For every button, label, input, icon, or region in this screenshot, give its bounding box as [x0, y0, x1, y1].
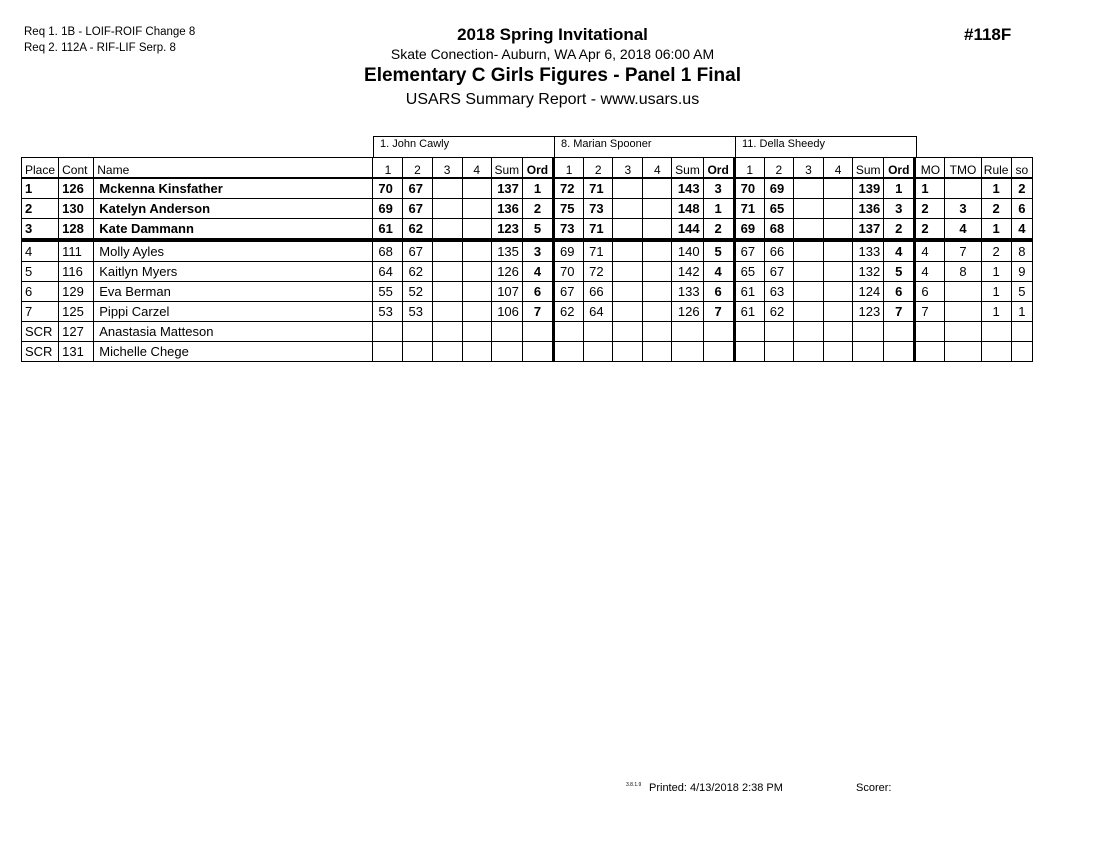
score-cell — [643, 302, 672, 322]
score-cell — [462, 199, 491, 219]
venue-line: Skate Conection- Auburn, WA Apr 6, 2018 06:00 AM — [390, 46, 715, 62]
sum-cell: 107 — [491, 282, 522, 302]
score-cell — [643, 199, 672, 219]
score-cell — [824, 282, 853, 302]
score-cell: 68 — [373, 240, 403, 262]
sum-cell: 144 — [672, 219, 703, 241]
scorer-label: Scorer: — [856, 782, 892, 794]
sum-cell: 126 — [672, 302, 703, 322]
so-cell: 8 — [1011, 240, 1032, 262]
rule-cell: 1 — [981, 262, 1011, 282]
mo-cell: 4 — [915, 262, 945, 282]
table-row — [22, 302, 1033, 322]
score-cell: 65 — [734, 262, 764, 282]
col-so: so — [1011, 158, 1032, 179]
score-cell — [432, 342, 462, 362]
sum-cell — [853, 322, 884, 342]
score-cell — [793, 282, 823, 302]
sum-cell: 137 — [491, 178, 522, 199]
printed-date: Printed: 4/13/2018 2:38 PM — [649, 782, 783, 794]
score-cell — [734, 322, 764, 342]
col-judge-score: 2 — [584, 158, 613, 179]
col-mo: MO — [915, 158, 945, 179]
score-cell — [793, 240, 823, 262]
ordinal-cell: 7 — [522, 302, 553, 322]
col-judge-score: 4 — [824, 158, 853, 179]
score-cell: 73 — [554, 219, 584, 241]
place-cell: SCR — [22, 342, 59, 362]
so-cell: 4 — [1011, 219, 1032, 241]
ordinal-cell: 7 — [703, 302, 734, 322]
score-cell: 61 — [734, 302, 764, 322]
sum-cell: 106 — [491, 302, 522, 322]
score-cell — [613, 302, 643, 322]
score-cell — [462, 342, 491, 362]
score-cell: 53 — [373, 302, 403, 322]
col-judge-score: Ord — [522, 158, 553, 179]
ordinal-cell: 1 — [703, 199, 734, 219]
judge-name: 1. John Cawly — [374, 137, 555, 158]
score-cell — [432, 322, 462, 342]
score-cell: 67 — [554, 282, 584, 302]
sum-cell — [491, 342, 522, 362]
score-cell — [793, 262, 823, 282]
cont-cell: 131 — [59, 342, 94, 362]
place-cell: 5 — [22, 262, 59, 282]
sum-cell: 124 — [853, 282, 884, 302]
so-cell — [1011, 342, 1032, 362]
rule-cell: 2 — [981, 240, 1011, 262]
tmo-cell: 3 — [945, 199, 981, 219]
requirement-1: Req 1. 1B - LOIF-ROIF Change 8 — [24, 26, 196, 38]
tmo-cell: 4 — [945, 219, 981, 241]
score-cell — [764, 342, 793, 362]
score-cell — [734, 342, 764, 362]
judge-name: 11. Della Sheedy — [736, 137, 917, 158]
name-cell: Eva Berman — [94, 282, 373, 302]
score-cell — [764, 322, 793, 342]
score-cell: 71 — [584, 240, 613, 262]
score-cell — [824, 219, 853, 241]
cont-cell: 129 — [59, 282, 94, 302]
score-cell: 52 — [403, 282, 432, 302]
ordinal-cell: 4 — [884, 240, 915, 262]
ordinal-cell — [522, 342, 553, 362]
score-cell: 67 — [734, 240, 764, 262]
score-cell — [643, 342, 672, 362]
ordinal-cell — [884, 322, 915, 342]
score-cell: 67 — [403, 199, 432, 219]
col-name: Name — [94, 158, 373, 179]
score-cell — [432, 199, 462, 219]
mo-cell: 4 — [915, 240, 945, 262]
table-row — [22, 219, 1033, 241]
place-cell: 1 — [22, 178, 59, 199]
col-judge-score: 2 — [403, 158, 432, 179]
ordinal-cell: 4 — [522, 262, 553, 282]
ordinal-cell — [703, 322, 734, 342]
score-cell — [824, 178, 853, 199]
score-cell — [643, 240, 672, 262]
score-cell: 72 — [554, 178, 584, 199]
col-judge-score: 1 — [373, 158, 403, 179]
score-cell — [824, 240, 853, 262]
score-cell — [613, 178, 643, 199]
sum-cell: 135 — [491, 240, 522, 262]
col-cont: Cont — [59, 158, 94, 179]
ordinal-cell: 7 — [884, 302, 915, 322]
col-judge-score: 3 — [432, 158, 462, 179]
mo-cell: 7 — [915, 302, 945, 322]
ordinal-cell — [884, 342, 915, 362]
col-judge-score: 4 — [643, 158, 672, 179]
tmo-cell — [945, 282, 981, 302]
ordinal-cell: 1 — [884, 178, 915, 199]
table-row — [22, 240, 1033, 262]
score-cell — [793, 199, 823, 219]
score-cell — [554, 342, 584, 362]
score-cell: 55 — [373, 282, 403, 302]
mo-cell: 6 — [915, 282, 945, 302]
tmo-cell — [945, 302, 981, 322]
place-cell: 3 — [22, 219, 59, 241]
score-cell — [432, 262, 462, 282]
sum-cell: 133 — [853, 240, 884, 262]
score-cell: 68 — [764, 219, 793, 241]
score-cell: 75 — [554, 199, 584, 219]
score-cell: 69 — [734, 219, 764, 241]
score-cell: 62 — [403, 219, 432, 241]
ordinal-cell: 6 — [884, 282, 915, 302]
score-cell — [824, 342, 853, 362]
cont-cell: 127 — [59, 322, 94, 342]
sum-cell: 140 — [672, 240, 703, 262]
sum-cell — [853, 342, 884, 362]
col-judge-score: 3 — [613, 158, 643, 179]
score-cell — [613, 262, 643, 282]
score-cell: 67 — [764, 262, 793, 282]
judge-name: 8. Marian Spooner — [555, 137, 736, 158]
score-cell: 65 — [764, 199, 793, 219]
ordinal-cell: 6 — [703, 282, 734, 302]
score-cell — [403, 322, 432, 342]
table-row — [22, 282, 1033, 302]
name-cell: Anastasia Matteson — [94, 322, 373, 342]
score-cell: 62 — [764, 302, 793, 322]
score-cell: 63 — [764, 282, 793, 302]
sum-cell: 143 — [672, 178, 703, 199]
judges-header — [373, 136, 917, 157]
score-cell: 53 — [403, 302, 432, 322]
score-cell — [554, 322, 584, 342]
table-row — [22, 342, 1033, 362]
score-cell — [793, 178, 823, 199]
ordinal-cell: 2 — [884, 219, 915, 241]
score-cell: 69 — [764, 178, 793, 199]
sum-cell: 136 — [491, 199, 522, 219]
results-table — [21, 157, 1033, 362]
tmo-cell — [945, 178, 981, 199]
score-cell — [824, 199, 853, 219]
mo-cell: 2 — [915, 219, 945, 241]
score-cell — [584, 322, 613, 342]
place-cell: 4 — [22, 240, 59, 262]
sum-cell — [672, 342, 703, 362]
score-cell — [432, 240, 462, 262]
score-cell — [373, 342, 403, 362]
score-cell: 70 — [734, 178, 764, 199]
cont-cell: 126 — [59, 178, 94, 199]
score-cell: 71 — [584, 219, 613, 241]
score-cell — [613, 282, 643, 302]
score-cell: 70 — [554, 262, 584, 282]
col-judge-score: Ord — [703, 158, 734, 179]
score-cell: 66 — [764, 240, 793, 262]
score-cell — [462, 282, 491, 302]
cont-cell: 111 — [59, 240, 94, 262]
score-cell: 71 — [734, 199, 764, 219]
score-cell — [462, 219, 491, 241]
score-cell — [432, 219, 462, 241]
score-cell — [462, 178, 491, 199]
score-cell — [824, 262, 853, 282]
tmo-cell — [945, 322, 981, 342]
rule-cell — [981, 322, 1011, 342]
score-cell — [793, 342, 823, 362]
score-cell: 72 — [584, 262, 613, 282]
sum-cell: 136 — [853, 199, 884, 219]
sum-cell: 123 — [491, 219, 522, 241]
table-row — [22, 199, 1033, 219]
rule-cell: 1 — [981, 282, 1011, 302]
cont-cell: 128 — [59, 219, 94, 241]
name-cell: Katelyn Anderson — [94, 199, 373, 219]
sum-cell — [672, 322, 703, 342]
col-judge-score: Ord — [884, 158, 915, 179]
rule-cell: 1 — [981, 219, 1011, 241]
name-cell: Kaitlyn Myers — [94, 262, 373, 282]
ordinal-cell: 3 — [703, 178, 734, 199]
col-judge-score: Sum — [672, 158, 703, 179]
sum-cell: 137 — [853, 219, 884, 241]
ordinal-cell — [522, 322, 553, 342]
score-cell — [373, 322, 403, 342]
score-cell: 70 — [373, 178, 403, 199]
rule-cell — [981, 342, 1011, 362]
sum-cell: 139 — [853, 178, 884, 199]
sum-cell: 133 — [672, 282, 703, 302]
cont-cell: 116 — [59, 262, 94, 282]
place-cell: 2 — [22, 199, 59, 219]
so-cell: 1 — [1011, 302, 1032, 322]
score-cell — [793, 219, 823, 241]
score-cell — [793, 322, 823, 342]
ordinal-cell: 6 — [522, 282, 553, 302]
score-cell: 67 — [403, 178, 432, 199]
score-cell — [613, 342, 643, 362]
event-number: #118F — [964, 25, 1012, 44]
mo-cell: 1 — [915, 178, 945, 199]
mo-cell — [915, 342, 945, 362]
score-cell: 64 — [584, 302, 613, 322]
score-cell — [432, 302, 462, 322]
score-cell — [643, 262, 672, 282]
score-cell — [643, 178, 672, 199]
name-cell: Molly Ayles — [94, 240, 373, 262]
version-number: 3.8.1.9 — [626, 782, 642, 788]
col-judge-score: 3 — [793, 158, 823, 179]
mo-cell — [915, 322, 945, 342]
column-header-row — [22, 158, 1033, 179]
ordinal-cell — [703, 342, 734, 362]
sum-cell: 148 — [672, 199, 703, 219]
ordinal-cell: 2 — [522, 199, 553, 219]
ordinal-cell: 5 — [703, 240, 734, 262]
sum-cell: 126 — [491, 262, 522, 282]
competition-title: 2018 Spring Invitational — [457, 25, 648, 44]
score-cell: 61 — [373, 219, 403, 241]
col-judge-score: 1 — [734, 158, 764, 179]
score-cell — [462, 302, 491, 322]
score-cell — [432, 282, 462, 302]
score-cell — [613, 219, 643, 241]
tmo-cell — [945, 342, 981, 362]
tmo-cell: 7 — [945, 240, 981, 262]
ordinal-cell: 5 — [522, 219, 553, 241]
so-cell: 9 — [1011, 262, 1032, 282]
requirement-2: Req 2. 112A - RIF-LIF Serp. 8 — [24, 42, 176, 54]
sum-cell — [491, 322, 522, 342]
score-cell: 64 — [373, 262, 403, 282]
score-cell — [462, 322, 491, 342]
score-cell: 67 — [403, 240, 432, 262]
place-cell: SCR — [22, 322, 59, 342]
mo-cell: 2 — [915, 199, 945, 219]
ordinal-cell: 1 — [522, 178, 553, 199]
score-cell: 73 — [584, 199, 613, 219]
score-cell — [432, 178, 462, 199]
name-cell: Michelle Chege — [94, 342, 373, 362]
rule-cell: 2 — [981, 199, 1011, 219]
tmo-cell: 8 — [945, 262, 981, 282]
score-cell — [643, 219, 672, 241]
score-cell — [793, 302, 823, 322]
col-judge-score: 1 — [554, 158, 584, 179]
ordinal-cell: 3 — [884, 199, 915, 219]
sum-cell: 123 — [853, 302, 884, 322]
so-cell: 2 — [1011, 178, 1032, 199]
score-cell — [462, 240, 491, 262]
ordinal-cell: 2 — [703, 219, 734, 241]
score-cell — [824, 302, 853, 322]
ordinal-cell: 5 — [884, 262, 915, 282]
sum-cell: 142 — [672, 262, 703, 282]
score-cell: 71 — [584, 178, 613, 199]
col-tmo: TMO — [945, 158, 981, 179]
col-place: Place — [22, 158, 59, 179]
so-cell: 5 — [1011, 282, 1032, 302]
sum-cell: 132 — [853, 262, 884, 282]
rule-cell: 1 — [981, 178, 1011, 199]
event-title: Elementary C Girls Figures - Panel 1 Final — [364, 65, 741, 86]
rule-cell: 1 — [981, 302, 1011, 322]
table-row — [22, 322, 1033, 342]
score-cell — [643, 282, 672, 302]
score-cell — [403, 342, 432, 362]
score-cell: 62 — [554, 302, 584, 322]
col-rule: Rule — [981, 158, 1011, 179]
place-cell: 6 — [22, 282, 59, 302]
col-judge-score: Sum — [491, 158, 522, 179]
place-cell: 7 — [22, 302, 59, 322]
col-judge-score: 4 — [462, 158, 491, 179]
score-cell: 62 — [403, 262, 432, 282]
table-row — [22, 262, 1033, 282]
score-cell: 66 — [584, 282, 613, 302]
so-cell: 6 — [1011, 199, 1032, 219]
so-cell — [1011, 322, 1032, 342]
score-cell: 69 — [554, 240, 584, 262]
score-cell — [462, 262, 491, 282]
score-cell — [584, 342, 613, 362]
col-judge-score: 2 — [764, 158, 793, 179]
table-row — [22, 178, 1033, 199]
ordinal-cell: 3 — [522, 240, 553, 262]
ordinal-cell: 4 — [703, 262, 734, 282]
name-cell: Kate Dammann — [94, 219, 373, 241]
score-cell — [613, 240, 643, 262]
score-cell — [613, 199, 643, 219]
score-cell — [824, 322, 853, 342]
score-cell: 69 — [373, 199, 403, 219]
score-cell — [643, 322, 672, 342]
col-judge-score: Sum — [853, 158, 884, 179]
report-title: USARS Summary Report - www.usars.us — [405, 91, 700, 108]
score-cell: 61 — [734, 282, 764, 302]
name-cell: Pippi Carzel — [94, 302, 373, 322]
name-cell: Mckenna Kinsfather — [94, 178, 373, 199]
score-cell — [613, 322, 643, 342]
cont-cell: 125 — [59, 302, 94, 322]
cont-cell: 130 — [59, 199, 94, 219]
